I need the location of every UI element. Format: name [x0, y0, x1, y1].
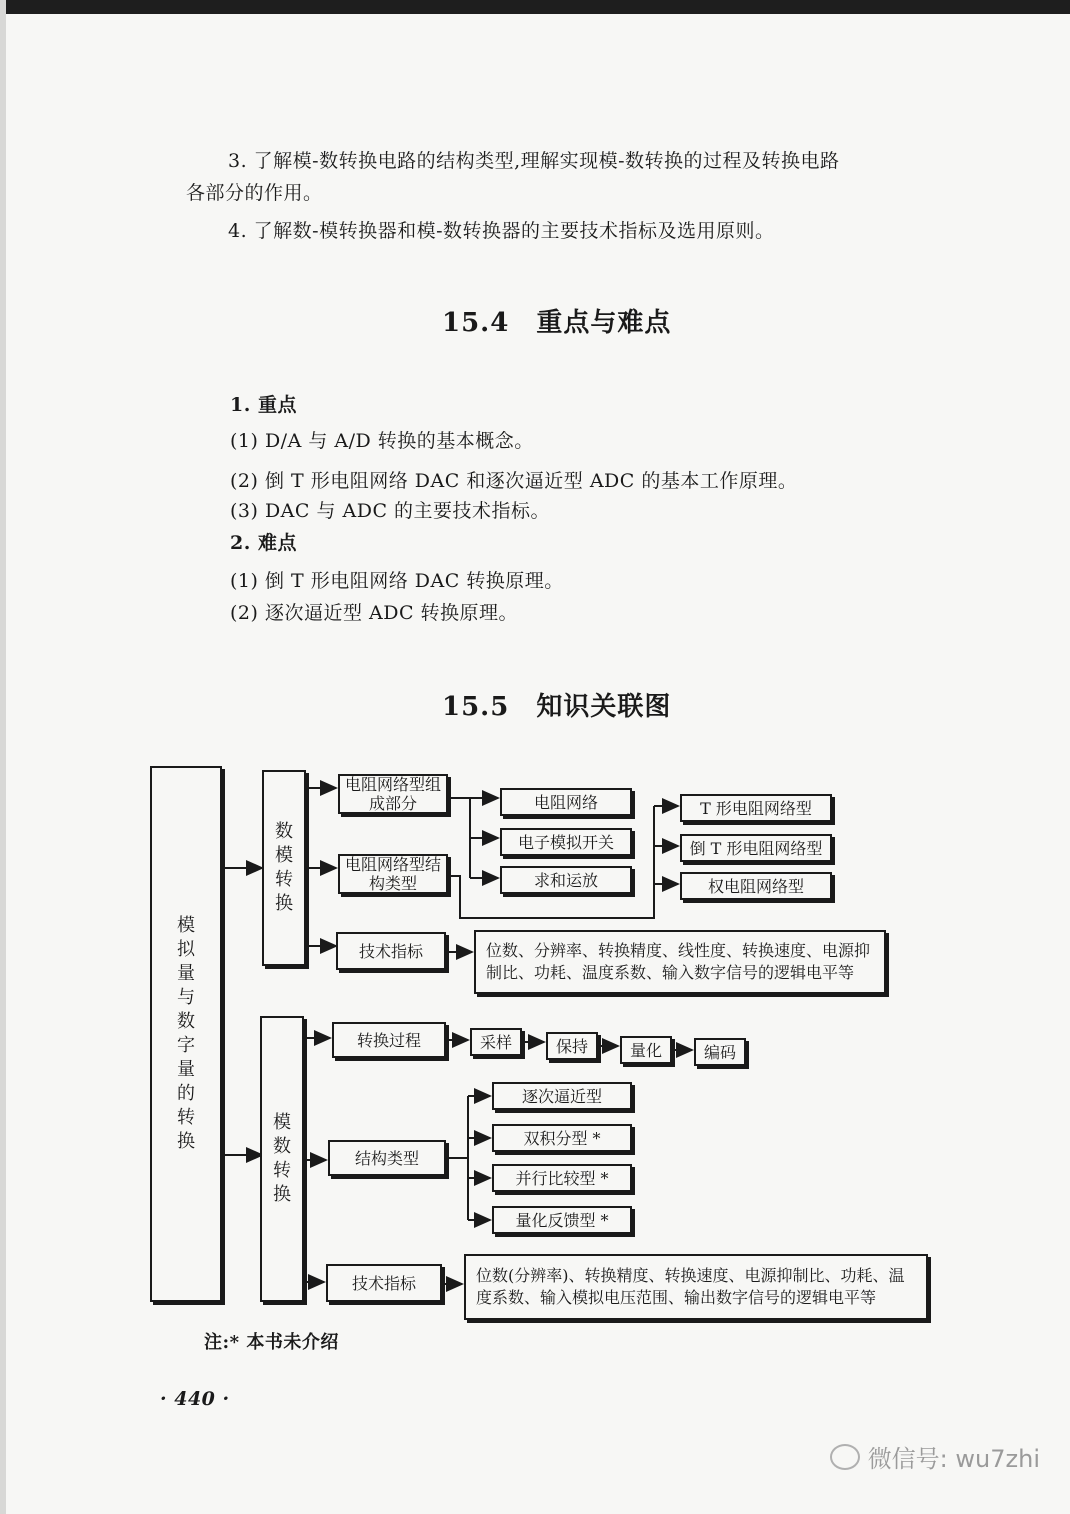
step-holding: 保持 — [546, 1032, 598, 1060]
adc-node: 模 数 转 换 — [260, 1016, 304, 1302]
objective-3-line1: 3. 了解模-数转换电路的结构类型,理解实现模-数转换的过程及转换电路 — [228, 150, 840, 172]
adc-spec-text: 位数(分辨率)、转换精度、转换速度、电源抑制比、功耗、温度系数、输入模拟电压范围、输出数字信号的逻辑电平等 — [464, 1254, 928, 1320]
key-point-1: (1) D/A 与 A/D 转换的基本概念。 — [230, 430, 534, 452]
footnote: 注:* 本书未介绍 — [204, 1332, 339, 1353]
adc-structure-node: 结构类型 — [328, 1140, 446, 1176]
objective-3-line2: 各部分的作用。 — [186, 182, 323, 204]
adc-flash: 并行比较型 * — [492, 1164, 632, 1192]
watermark-text: 微信号: wu7zhi — [867, 1445, 1040, 1473]
comp-analog-switch: 电子模拟开关 — [500, 828, 632, 856]
dac-node: 数 模 转 换 — [262, 770, 306, 966]
section-15-5-title: 15.5 知识关联图 — [442, 692, 672, 722]
comp-resistor-network: 电阻网络 — [500, 788, 632, 816]
step-quantizing: 量化 — [620, 1036, 672, 1064]
section-15-4-title: 15.4 重点与难点 — [442, 308, 672, 338]
struct-t-network: T 形电阻网络型 — [680, 794, 832, 822]
step-encoding: 编码 — [694, 1038, 746, 1066]
adc-process-node: 转换过程 — [332, 1022, 446, 1058]
root-node: 模 拟 量 与 数 字 量 的 转 换 — [150, 766, 222, 1302]
difficult-point-2: (2) 逐次逼近型 ADC 转换原理。 — [230, 602, 519, 624]
struct-inverted-t-network: 倒 T 形电阻网络型 — [680, 834, 832, 862]
key-point-3: (3) DAC 与 ADC 的主要技术指标。 — [230, 500, 551, 522]
struct-weighted-network: 权电阻网络型 — [680, 872, 832, 900]
objective-4: 4. 了解数-模转换器和模-数转换器的主要技术指标及选用原则。 — [228, 220, 775, 242]
difficult-points-heading: 2. 难点 — [230, 532, 297, 554]
key-point-2: (2) 倒 T 形电阻网络 DAC 和逐次逼近型 ADC 的基本工作原理。 — [230, 470, 798, 492]
dac-spec-text: 位数、分辨率、转换精度、线性度、转换速度、电源抑制比、功耗、温度系数、输入数字信号的逻辑电平等 — [474, 930, 886, 994]
step-sampling: 采样 — [470, 1028, 522, 1056]
dac-spec-node: 技术指标 — [336, 932, 446, 970]
dac-composition-node: 电阻网络型组成部分 — [338, 774, 448, 814]
dac-structure-node: 电阻网络型结构类型 — [338, 854, 448, 894]
key-points-heading: 1. 重点 — [230, 394, 297, 416]
adc-dual-slope: 双积分型 * — [492, 1124, 632, 1152]
difficult-point-1: (1) 倒 T 形电阻网络 DAC 转换原理。 — [230, 570, 564, 592]
adc-successive-approx: 逐次逼近型 — [492, 1082, 632, 1110]
adc-spec-node: 技术指标 — [326, 1264, 442, 1302]
comp-summing-amp: 求和运放 — [500, 866, 632, 894]
adc-quantized-feedback: 量化反馈型 * — [492, 1206, 632, 1234]
wechat-watermark — [830, 1439, 1040, 1474]
wechat-icon — [830, 1444, 860, 1470]
page-number: · 440 · — [160, 1388, 230, 1410]
